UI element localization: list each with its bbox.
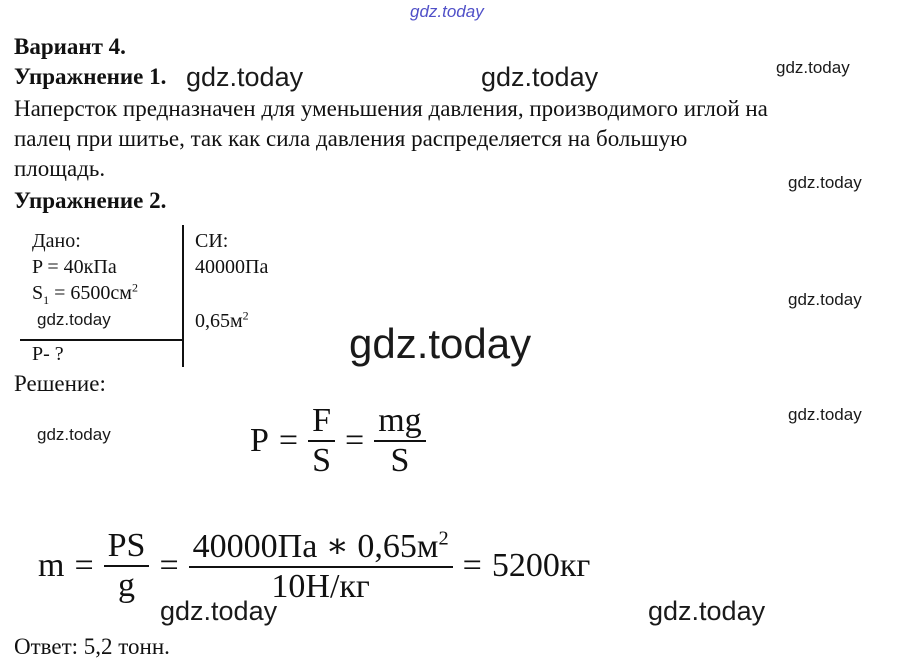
fraction-mg-over-s <box>374 402 425 480</box>
watermark-large: gdz.today <box>349 320 532 367</box>
given-title: Дано: <box>32 230 81 252</box>
given-find: P- ? <box>32 343 64 365</box>
equals-sign: = <box>278 422 299 459</box>
equals-sign: = <box>159 547 179 584</box>
formula-mass <box>38 526 590 606</box>
fraction-numerator: PS <box>107 527 146 564</box>
fraction-numerator: F <box>312 402 332 439</box>
fraction-denominator: S <box>390 442 410 479</box>
fraction-numerator <box>189 526 453 566</box>
si-area <box>195 308 249 334</box>
exercise-1-line-1: Наперсток предназначен для уменьшения давления, производимого иглой на <box>14 96 768 121</box>
watermark: gdz.today <box>788 173 862 192</box>
formula-pressure-lhs: P <box>250 422 269 459</box>
watermark-top: gdz.today <box>410 2 484 21</box>
fraction-ps-over-g <box>104 527 150 605</box>
given-area-exponent: 2 <box>131 280 138 295</box>
formula-mass-lhs: m <box>38 547 65 584</box>
watermark: gdz.today <box>186 62 304 92</box>
numerator-text: 40000Па ∗ 0,65м <box>192 528 439 565</box>
equals-sign: = <box>74 547 94 584</box>
si-title: СИ: <box>195 230 229 252</box>
given-area <box>32 280 138 306</box>
answer: Ответ: 5,2 тонн. <box>14 634 170 659</box>
given-area-symbol: S <box>32 282 44 304</box>
fraction-f-over-s <box>308 402 335 480</box>
fraction-denominator: g <box>118 567 136 604</box>
given-divider-vertical <box>182 225 184 367</box>
variant-heading: Вариант 4. <box>14 34 126 59</box>
si-pressure: 40000Па <box>195 256 269 278</box>
si-area-value: 0,65м <box>195 310 243 332</box>
exercise-1-line-3: площадь. <box>14 156 106 181</box>
formula-mass-result: 5200кг <box>491 547 591 584</box>
watermark: gdz.today <box>648 596 766 626</box>
watermark: gdz.today <box>481 62 599 92</box>
fraction-numeric <box>189 526 453 606</box>
watermark: gdz.today <box>776 58 850 77</box>
si-area-exponent: 2 <box>242 308 249 323</box>
exercise-1-line-2: палец при шитье, так как сила давления распределяется на большую <box>14 126 688 151</box>
exercise-1-heading: Упражнение 1. <box>14 64 167 89</box>
equals-sign: = <box>345 422 365 459</box>
watermark: gdz.today <box>788 290 862 309</box>
watermark: gdz.today <box>160 596 278 626</box>
formula-pressure <box>250 402 426 480</box>
solution-label: Решение: <box>14 371 106 396</box>
given-area-value: = 6500см <box>49 282 132 304</box>
fraction-denominator: S <box>312 442 332 479</box>
fraction-denominator: 10Н/кг <box>271 568 370 605</box>
given-pressure: P = 40кПа <box>32 256 117 278</box>
fraction-numerator: mg <box>378 402 422 439</box>
watermark: gdz.today <box>37 310 111 329</box>
equals-sign: = <box>462 547 482 584</box>
exercise-2-heading: Упражнение 2. <box>14 188 167 213</box>
numerator-exponent: 2 <box>438 527 449 550</box>
watermark: gdz.today <box>788 405 862 424</box>
watermark: gdz.today <box>37 425 111 444</box>
given-area-subscript: 1 <box>43 293 50 307</box>
